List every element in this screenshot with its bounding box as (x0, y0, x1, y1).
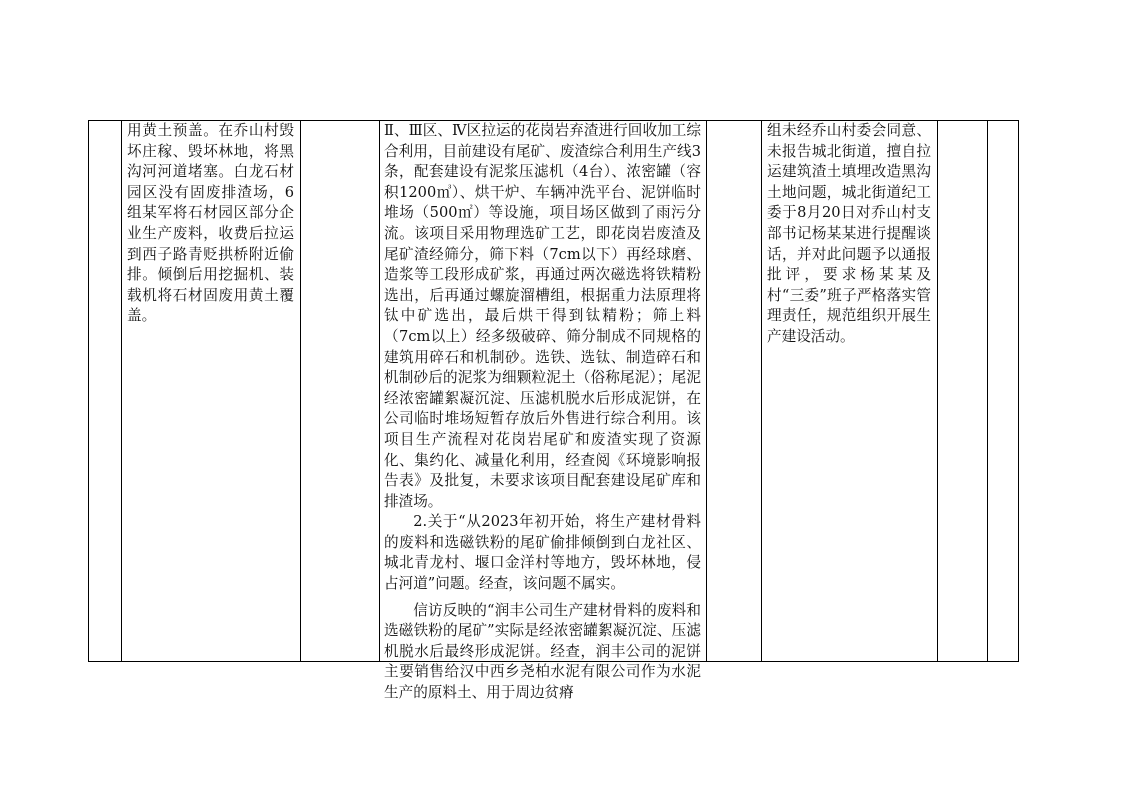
findings-paragraph-3: 信访反映的“润丰公司生产建材骨料的废料和选磁铁粉的尾矿”实际是经浓密罐絮凝沉淀、压滤机脱水后最终形成泥饼。经查，润丰公司的泥饼主要销售给汉中西乡尧柏水泥有限公司作为水泥生产的原料土、用于周边贫瘠 (384, 601, 701, 702)
cell-issue-description (121, 121, 300, 661)
issue-text: 用黄土预盖。在乔山村毁坏庄稼、毁坏林地，将黑沟河河道堵塞。白龙石材园区没有固废排渣场，6组某军将石材园区部分企业生产废料，收费后拉运到西子路青贬拱桥附近偷排。倾倒后用挖掘机、装载机将石材固废用黄土覆盖。 (127, 122, 294, 325)
handling-text: 组未经乔山村委会同意、未报告城北街道，擅自拉运建筑渣土填埋改造黑沟土地问题，城北街道纪工委于8月20日对乔山村支部书记杨某某进行提醒谈话，并对此问题予以通报批评，要求杨某某及村“三委”班子严格落实管理责任，规范组织开展生产建设活动。 (767, 122, 931, 345)
column-divider (937, 121, 938, 661)
column-divider (987, 121, 988, 661)
cell-investigation-findings (379, 121, 706, 702)
column-divider (706, 121, 707, 661)
findings-paragraph-2: 2.关于“从2023年初开始，将生产建材骨料的废料和选磁铁粉的尾矿偷排倾倒到白龙社区、城北青龙村、堰口金洋村等地方，毁坏林地，侵占河道”问题。经查，该问题不属实。 (384, 513, 701, 593)
findings-paragraph-1: Ⅱ、Ⅲ区、Ⅳ区拉运的花岗岩弃渣进行回收加工综合利用，目前建设有尾矿、废渣综合利用生产线3条，配套建设有泥浆压滤机（4台）、浓密罐（容积1200㎥）、烘干炉、车辆冲洗平台、泥饼临时堆场（500㎡）等设施，项目场区做到了雨污分流。该项目采用物理选矿工艺，即花岗岩废渣及尾矿渣经筛分，筛下料（7cm以下）再经球磨、造浆等工段形成矿浆，再通过两次磁选将铁精粉选出，后再通过螺旋溜槽组，根据重力法原理将钛中矿选出，最后烘干得到钛精粉；筛上料（7cm以上）经多级破碎、筛分制成不同规格的建筑用碎石和机制砂。选铁、选钛、制造碎石和机制砂后的泥浆为细颗粒泥土（俗称尾泥）；尾泥经浓密罐絮凝沉淀、压滤机脱水后形成泥饼，在公司临时堆场短暂存放后外售进行综合利用。该项目生产流程对花岗岩尾矿和废渣实现了资源化、集约化、减量化利用，经查阅《环境影响报告表》及批复，未要求该项目配套建设尾矿库和排渣场。 (384, 122, 701, 510)
column-divider (300, 121, 301, 661)
document-table (88, 120, 1019, 702)
cell-handling-result (761, 121, 937, 661)
